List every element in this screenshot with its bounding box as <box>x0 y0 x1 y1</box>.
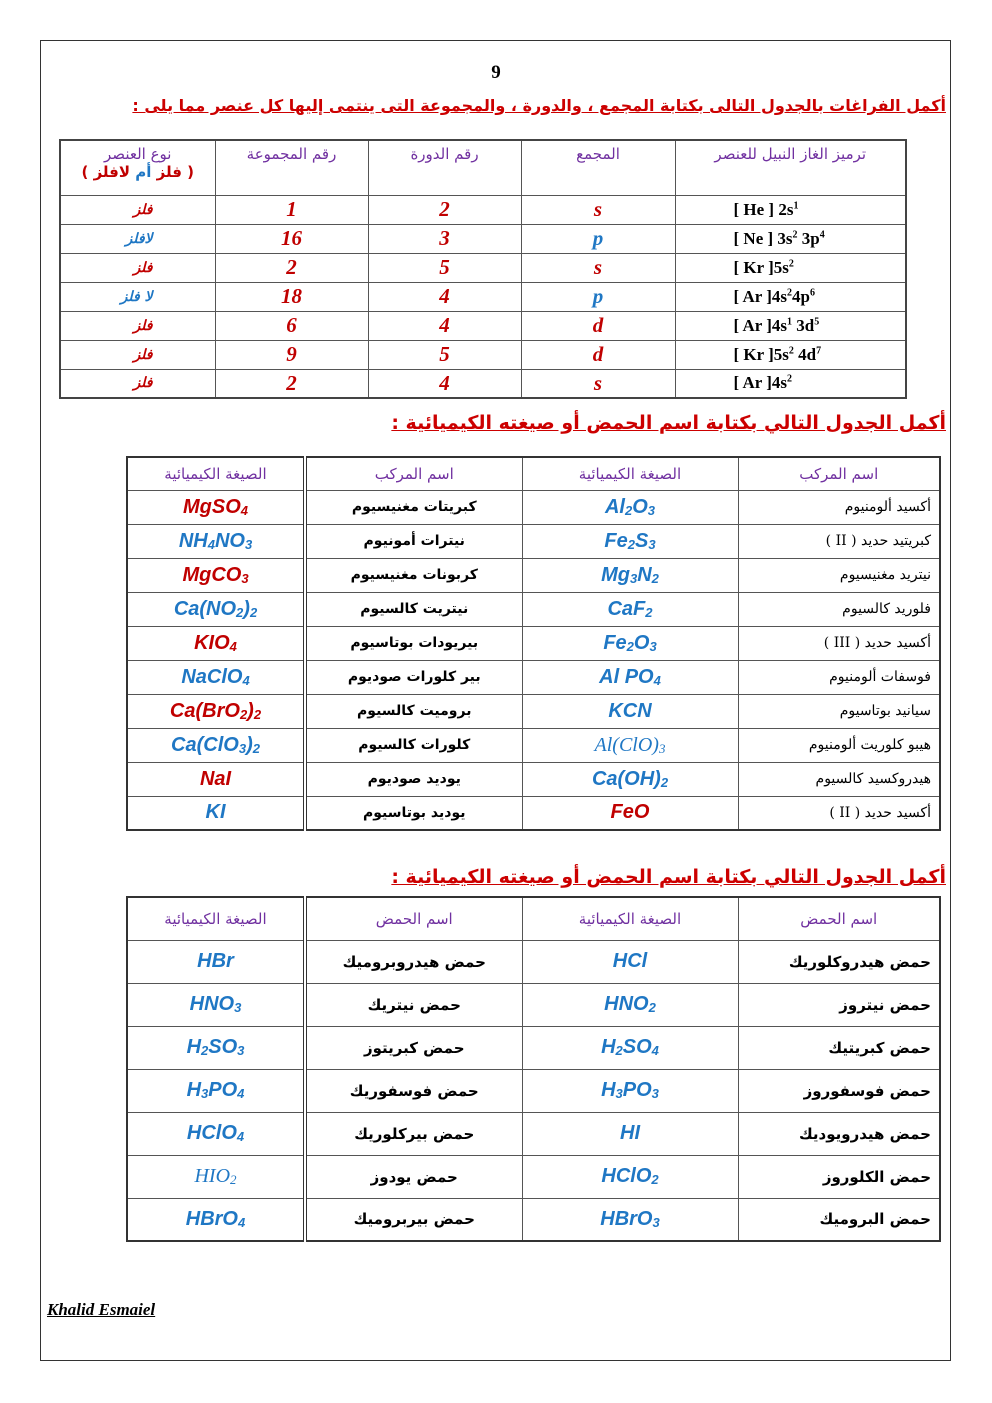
block-letter: s <box>521 369 675 398</box>
page-number: 9 <box>491 62 501 83</box>
table-row <box>60 311 906 340</box>
chemical-formula <box>127 524 305 558</box>
config-exp2: 6 <box>809 286 815 298</box>
formula-part: HBr <box>197 950 234 972</box>
chemical-formula <box>127 490 305 524</box>
compound-name: كبريتات مغنيسيوم <box>305 490 522 524</box>
table-row <box>127 940 940 983</box>
formula-part: HCl <box>612 950 648 972</box>
compound-name: بيريودات بوتاسيوم <box>305 626 522 660</box>
chemical-formula <box>127 762 305 796</box>
period-number: 5 <box>368 253 521 282</box>
table-row <box>127 1026 940 1069</box>
chemical-formula <box>522 728 738 762</box>
config-exp2: 4 <box>819 228 825 240</box>
chemical-formula <box>127 660 305 694</box>
period-number: 3 <box>368 224 521 253</box>
formula-subscript: 2 <box>201 1043 209 1058</box>
formula-subscript: 2 <box>660 774 669 790</box>
formula-part: Ca(OH) <box>591 767 661 790</box>
header-name-left: اسم المركب <box>305 457 522 490</box>
table-row <box>127 1069 940 1112</box>
chemical-formula <box>522 762 738 796</box>
period-number: 4 <box>368 369 521 398</box>
element-type: فلز <box>60 369 215 398</box>
formula-part: ) <box>243 597 250 620</box>
formula-subscript: 2 <box>252 740 260 756</box>
table-row <box>127 762 940 796</box>
header-group: رقم المجموعة <box>215 140 368 195</box>
chemical-formula <box>522 694 738 728</box>
formula-subscript: 2 <box>615 1043 623 1058</box>
acid-name: حمض نيتريك <box>305 983 522 1026</box>
header-formula-left: الصيغة الكيميائية <box>127 457 305 490</box>
formula-part: O <box>633 631 650 654</box>
formula-subscript: 3 <box>201 1086 209 1101</box>
formula-subscript: 3 <box>237 1043 245 1058</box>
chemical-formula <box>127 983 305 1026</box>
formula-subscript: 2 <box>253 706 262 722</box>
compound-name: هيبو كلوريت ألومنيوم <box>738 728 940 762</box>
formula-part: S <box>635 529 649 552</box>
table-row <box>127 1198 940 1241</box>
table-row <box>60 282 906 311</box>
table-header-row <box>60 140 906 195</box>
config-core: [ He ] 2s <box>733 199 794 219</box>
config-tail: 4d <box>793 344 817 364</box>
block-letter: d <box>521 340 675 369</box>
chemical-formula <box>127 626 305 660</box>
formula-part: PO <box>208 1079 238 1101</box>
acid-name: حمض بيركلوريك <box>305 1112 522 1155</box>
formula-part: MgSO <box>182 495 241 518</box>
table-row <box>127 796 940 830</box>
table-row <box>127 694 940 728</box>
group-number: 1 <box>215 195 368 224</box>
formula-part: Ca(NO <box>173 597 237 620</box>
formula-subscript: 2 <box>651 1172 659 1187</box>
config-exp1: 2 <box>792 228 798 240</box>
formula-part: KIO <box>194 631 230 654</box>
config-core: [ Kr ]5s <box>733 344 789 364</box>
chemical-formula <box>522 1112 738 1155</box>
acid-name: حمض الكلوروز <box>738 1155 940 1198</box>
electron-config <box>675 311 906 340</box>
group-number: 2 <box>215 369 368 398</box>
formula-part: HClO <box>186 1122 237 1144</box>
block-letter: s <box>521 195 675 224</box>
formula-part: HIO <box>194 1165 231 1187</box>
period-number: 4 <box>368 282 521 311</box>
period-number: 4 <box>368 311 521 340</box>
electron-config <box>675 195 906 224</box>
chemical-formula <box>127 940 305 983</box>
table-row <box>60 369 906 398</box>
formula-subscript: 2 <box>236 604 244 620</box>
config-exp2: 7 <box>816 344 822 356</box>
acid-name: حمض يودوز <box>305 1155 522 1198</box>
formula-part: Fe <box>603 631 627 654</box>
formula-subscript: 4 <box>238 1214 246 1230</box>
compound-name: أكسيد حديد ( III ) <box>738 626 940 660</box>
compound-name: يوديد صوديوم <box>305 762 522 796</box>
formula-part: H <box>601 1079 616 1101</box>
formula-part: CaF <box>607 597 646 620</box>
formula-subscript: 3 <box>238 740 247 756</box>
config-tail: 3p <box>797 228 820 248</box>
section2-heading: أكمل الجدول التالي بكتابة اسم الحمض أو صيغته الكيميائية : <box>391 412 946 434</box>
section3-heading: أكمل الجدول التالي بكتابة اسم الحمض أو صيغته الكيميائية : <box>391 866 946 888</box>
table-header-row <box>127 897 940 940</box>
config-tail: 4p <box>792 286 810 306</box>
compound-name: يوديد بوتاسيوم <box>305 796 522 830</box>
config-exp1: 2 <box>787 373 793 385</box>
formula-subscript: 3 <box>658 740 666 756</box>
config-core: [ Ar ]4s <box>733 373 788 393</box>
config-exp1: 2 <box>787 286 793 298</box>
formula-part: HBrO <box>185 1207 238 1230</box>
formula-subscript: 2 <box>648 1000 656 1015</box>
header-formula-left: الصيغة الكيميائية <box>127 897 305 940</box>
acid-name: حمض البروميك <box>738 1198 940 1241</box>
chemical-formula <box>522 626 738 660</box>
header-name-left: اسم الحمض <box>305 897 522 940</box>
compound-name: سيانيد بوتاسيوم <box>738 694 940 728</box>
table-row <box>127 728 940 762</box>
chemical-formula <box>522 592 738 626</box>
config-exp1: 2 <box>788 257 794 269</box>
config-core: [ Kr ]5s <box>733 257 789 277</box>
formula-part: ) <box>246 733 253 756</box>
config-exp1: 1 <box>787 315 793 327</box>
formula-subscript: 3 <box>651 1086 659 1101</box>
formula-subscript: 4 <box>236 1129 245 1144</box>
compound-name: نيتريت كالسيوم <box>305 592 522 626</box>
formula-part: KI <box>205 801 226 824</box>
chemical-formula <box>127 592 305 626</box>
formula-part: ) <box>247 699 254 722</box>
formula-part: HClO <box>601 1165 652 1187</box>
formula-part: Ca(BrO <box>169 699 240 722</box>
chemical-formula <box>522 983 738 1026</box>
chemical-formula <box>522 940 738 983</box>
formula-subscript: 3 <box>649 638 657 654</box>
compound-name: كبريتيد حديد ( II ) <box>738 524 940 558</box>
config-core: [ Ar ]4s <box>733 286 788 306</box>
formula-subscript: 2 <box>626 638 634 654</box>
formula-part: NaI <box>199 767 232 790</box>
formula-part: HNO <box>604 993 649 1015</box>
compound-name: كربونات مغنيسيوم <box>305 558 522 592</box>
formula-subscript: 2 <box>239 706 248 722</box>
formula-part: PO <box>622 1079 652 1101</box>
formula-part: Fe <box>604 529 628 552</box>
chemical-formula <box>522 1026 738 1069</box>
header-type: نوع العنصر ( فلز أم لافلز ) <box>60 140 215 195</box>
formula-part: NaClO <box>181 665 243 688</box>
config-exp1: 1 <box>793 199 799 211</box>
formula-part: NO <box>214 529 245 552</box>
config-tail: 3d <box>792 315 815 335</box>
config-core: [ Ar ]4s <box>733 315 788 335</box>
acid-name: حمض هيدروكلوريك <box>738 940 940 983</box>
group-number: 2 <box>215 253 368 282</box>
acid-name: حمض كبريتوز <box>305 1026 522 1069</box>
table-row <box>127 524 940 558</box>
formula-subscript: 4 <box>237 1086 245 1101</box>
formula-subscript: 2 <box>624 502 633 518</box>
formula-part: H <box>186 1036 202 1058</box>
electron-config <box>675 340 906 369</box>
table-row <box>127 660 940 694</box>
chemical-formula <box>127 558 305 592</box>
group-number: 16 <box>215 224 368 253</box>
formula-part: KCN <box>608 699 652 722</box>
chemical-formula <box>127 694 305 728</box>
compound-name: فوسفات ألومنيوم <box>738 660 940 694</box>
config-exp2: 5 <box>814 315 820 327</box>
table-row <box>60 224 906 253</box>
chemical-formula <box>522 1198 738 1241</box>
electron-config <box>675 282 906 311</box>
table-row <box>127 1112 940 1155</box>
formula-part: O <box>632 495 648 518</box>
table-header-row <box>127 457 940 490</box>
compounds-table <box>126 456 941 831</box>
formula-subscript: 4 <box>242 672 250 688</box>
acid-name: حمض كبريتيك <box>738 1026 940 1069</box>
formula-subscript: 3 <box>244 536 253 552</box>
formula-subscript: 3 <box>648 536 656 552</box>
compound-name: بروميت كالسيوم <box>305 694 522 728</box>
period-number: 5 <box>368 340 521 369</box>
table-row <box>60 195 906 224</box>
formula-subscript: 2 <box>249 604 258 620</box>
element-type: فلز <box>60 253 215 282</box>
formula-part: H <box>601 1036 616 1058</box>
table-row <box>60 340 906 369</box>
compound-name: هيدروكسيد كالسيوم <box>738 762 940 796</box>
element-type: لافلز <box>60 224 215 253</box>
group-number: 6 <box>215 311 368 340</box>
element-type: فلز <box>60 340 215 369</box>
formula-subscript: 4 <box>229 638 237 654</box>
config-exp1: 2 <box>788 344 794 356</box>
block-letter: d <box>521 311 675 340</box>
chemical-formula <box>522 524 738 558</box>
config-core: [ Ne ] 3s <box>733 228 793 248</box>
element-type: فلز <box>60 195 215 224</box>
formula-part: NH <box>178 529 208 552</box>
chemical-formula <box>522 490 738 524</box>
compound-name: كلورات كالسيوم <box>305 728 522 762</box>
formula-subscript: 3 <box>241 570 249 586</box>
formula-part: Ca(ClO <box>171 733 239 756</box>
chemical-formula <box>522 1155 738 1198</box>
group-number: 18 <box>215 282 368 311</box>
formula-subscript: 4 <box>653 672 661 688</box>
formula-part: HNO <box>189 993 235 1015</box>
header-name-right: اسم المركب <box>738 457 940 490</box>
chemical-formula <box>127 1155 305 1198</box>
compound-name: نيتريد مغنيسيوم <box>738 558 940 592</box>
header-name-right: اسم الحمض <box>738 897 940 940</box>
table-row <box>127 1155 940 1198</box>
formula-part: Al(ClO) <box>594 733 659 756</box>
table-row <box>127 983 940 1026</box>
type-note: ( فلز أم لافلز ) <box>81 163 194 181</box>
block-letter: p <box>521 224 675 253</box>
chemical-formula <box>522 796 738 830</box>
header-config: ترميز الغاز النبيل للعنصر <box>675 140 906 195</box>
section1-heading: أكمل الفراغات بالجدول التالى بكتابة المجمع ، والدورة ، والمجموعة التى ينتمى إليها كل عنصر مما يلى : <box>132 96 946 115</box>
formula-subscript: 3 <box>652 1214 660 1230</box>
chemical-formula <box>127 1069 305 1112</box>
acid-name: حمض نيتروز <box>738 983 940 1026</box>
formula-part: HBrO <box>600 1207 653 1230</box>
chemical-formula <box>127 1026 305 1069</box>
electron-config-table <box>59 139 907 399</box>
block-letter: s <box>521 253 675 282</box>
formula-subscript: 3 <box>629 570 638 586</box>
formula-subscript: 3 <box>647 502 656 518</box>
table-row <box>127 626 940 660</box>
chemical-formula <box>127 1198 305 1241</box>
electron-config <box>675 369 906 398</box>
formula-subscript: 3 <box>615 1086 623 1101</box>
compound-name: أكسيد ألومنيوم <box>738 490 940 524</box>
formula-subscript: 4 <box>240 502 248 518</box>
formula-part: SO <box>208 1036 238 1058</box>
formula-part: Al PO <box>599 665 654 688</box>
formula-part: HI <box>620 1122 640 1144</box>
element-type: فلز <box>60 311 215 340</box>
formula-part: SO <box>622 1036 652 1058</box>
acid-name: حمض فوسفوريك <box>305 1069 522 1112</box>
acid-name: حمض فوسفوروز <box>738 1069 940 1112</box>
formula-part: MgCO <box>182 563 242 586</box>
group-number: 9 <box>215 340 368 369</box>
formula-part: FeO <box>610 801 650 824</box>
table-row <box>127 558 940 592</box>
author-signature: Khalid Esmaiel <box>47 1300 156 1319</box>
formula-part: H <box>186 1079 202 1101</box>
electron-config <box>675 253 906 282</box>
formula-part: N <box>637 563 652 586</box>
compound-name: أكسيد حديد ( II ) <box>738 796 940 830</box>
header-block: المجمع <box>521 140 675 195</box>
chemical-formula <box>127 1112 305 1155</box>
chemical-formula <box>522 1069 738 1112</box>
chemical-formula <box>522 660 738 694</box>
table-row <box>127 592 940 626</box>
acid-name: حمض هيدرويوديك <box>738 1112 940 1155</box>
formula-part: Al <box>604 495 625 518</box>
electron-config <box>675 224 906 253</box>
period-number: 2 <box>368 195 521 224</box>
header-formula-right: الصيغة الكيميائية <box>522 457 738 490</box>
acid-name: حمض بيربروميك <box>305 1198 522 1241</box>
formula-subscript: 3 <box>234 1000 242 1015</box>
header-formula-right: الصيغة الكيميائية <box>522 897 738 940</box>
header-period: رقم الدورة <box>368 140 521 195</box>
compound-name: نيترات أمونيوم <box>305 524 522 558</box>
table-row <box>127 490 940 524</box>
formula-subscript: 4 <box>207 536 215 552</box>
acid-name: حمض هيدروبروميك <box>305 940 522 983</box>
formula-subscript: 2 <box>627 536 635 552</box>
block-letter: p <box>521 282 675 311</box>
element-type: لا فلز <box>60 282 215 311</box>
compound-name: بير كلورات صوديوم <box>305 660 522 694</box>
compound-name: فلوريد كالسيوم <box>738 592 940 626</box>
formula-subscript: 2 <box>645 604 653 620</box>
formula-subscript: 2 <box>230 1172 237 1187</box>
chemical-formula <box>522 558 738 592</box>
chemical-formula <box>127 728 305 762</box>
formula-part: Mg <box>601 563 630 586</box>
formula-subscript: 4 <box>651 1043 659 1058</box>
table-row <box>60 253 906 282</box>
chemical-formula <box>127 796 305 830</box>
formula-subscript: 2 <box>651 570 659 586</box>
acids-table <box>126 896 941 1242</box>
